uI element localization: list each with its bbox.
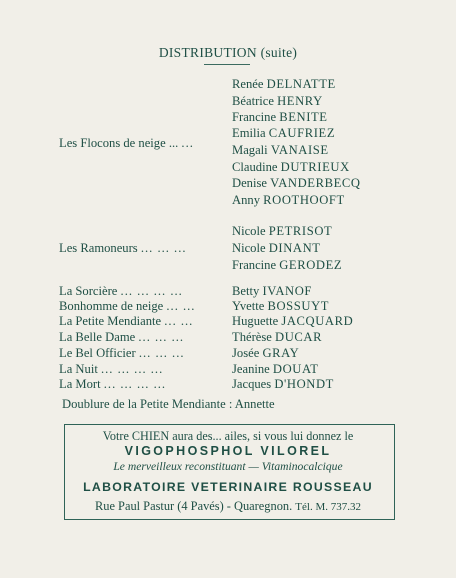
actor-line xyxy=(232,258,342,273)
ad-laboratory: LABORATOIRE VETERINAIRE ROUSSEAU xyxy=(83,480,373,494)
role-name: La Mort xyxy=(59,377,101,391)
actor-last: DINANT xyxy=(268,241,321,255)
actor-line xyxy=(232,224,332,239)
actor-line xyxy=(232,330,322,345)
actor-first: Denise xyxy=(232,176,267,190)
ad-tagline xyxy=(0,460,456,473)
actor-first: Emilia xyxy=(232,126,266,140)
actor-line xyxy=(232,314,353,329)
actor-first: Josée xyxy=(232,346,260,360)
role-dots: ... ... ... ... xyxy=(120,284,183,298)
actor-last: BOSSUYT xyxy=(267,299,330,313)
actor-first: Jeanine xyxy=(232,362,270,376)
actor-first: Francine xyxy=(232,258,277,272)
role-dots: ... ... ... xyxy=(138,346,185,360)
role-name: Les Ramoneurs xyxy=(59,241,138,255)
actor-last: GRAY xyxy=(262,346,300,360)
role-name: La Petite Mendiante xyxy=(59,314,162,328)
actor-line xyxy=(232,94,323,109)
actor-first: Jacques xyxy=(232,377,272,391)
ad-intro: Votre CHIEN aura des... ailes, si vous lui donnez le xyxy=(102,429,354,443)
role-line xyxy=(59,346,185,361)
role-line xyxy=(59,314,193,329)
role-dots: ... ... ... xyxy=(138,330,185,344)
role-name: Bonhomme de neige xyxy=(59,299,164,313)
actor-first: Magali xyxy=(232,143,268,157)
actor-last: DUCAR xyxy=(275,330,323,344)
role-dots: ... xyxy=(181,136,194,150)
role-name: Les Flocons de neige ... xyxy=(59,136,179,150)
ad-brand: VIGOPHOSPHOL VILOREL xyxy=(124,444,332,458)
ad-tagline-sep: — xyxy=(248,460,259,473)
actor-line xyxy=(232,77,336,92)
role-line xyxy=(59,284,183,299)
actor-line xyxy=(232,110,328,125)
actor-line xyxy=(232,176,361,191)
actor-last: GERODEZ xyxy=(279,258,343,272)
ad-address-line xyxy=(0,499,456,514)
role-ramoneurs xyxy=(59,241,187,256)
actor-last: DOUAT xyxy=(272,362,319,376)
ad-telephone: Tél. M. 737.32 xyxy=(295,501,361,513)
actor-line xyxy=(232,284,312,299)
role-dots: ... ... xyxy=(166,299,196,313)
role-flocons xyxy=(59,136,194,151)
actor-last: IVANOF xyxy=(262,284,313,298)
actor-first: Nicole xyxy=(232,224,266,238)
actor-line xyxy=(232,241,321,256)
role-line xyxy=(59,362,163,377)
actor-line xyxy=(232,126,335,141)
ad-tagline-left: Le merveilleux reconstituant xyxy=(113,460,246,473)
actor-first: Nicole xyxy=(232,241,266,255)
actor-line xyxy=(232,299,329,314)
role-dots: ... ... ... ... xyxy=(103,377,167,391)
actor-line xyxy=(232,143,329,158)
role-line xyxy=(59,330,184,345)
actor-first: Thérèse xyxy=(232,330,272,344)
actor-first: Anny xyxy=(232,193,260,207)
role-name: La Sorcière xyxy=(59,284,118,298)
actor-first: Béatrice xyxy=(232,94,274,108)
ad-address: Rue Paul Pastur (4 Pavés) - Quaregnon. xyxy=(95,499,293,513)
role-dots: ... ... xyxy=(164,314,194,328)
title-underline xyxy=(204,64,250,65)
role-dots: ... ... ... ... xyxy=(100,362,164,376)
actor-last: D'HONDT xyxy=(274,377,334,391)
role-line xyxy=(59,377,166,392)
actor-first: Renée xyxy=(232,77,264,91)
actor-last: ROOTHOOFT xyxy=(263,193,345,207)
actor-last: DUTRIEUX xyxy=(280,160,350,174)
role-name: Le Bel Officier xyxy=(59,346,136,360)
actor-first: Yvette xyxy=(232,299,265,313)
actor-last: VANAISE xyxy=(270,143,329,157)
actor-last: CAUFRIEZ xyxy=(268,126,336,140)
actor-last: DELNATTE xyxy=(266,77,336,91)
actor-line xyxy=(232,160,350,175)
actor-first: Huguette xyxy=(232,314,279,328)
actor-first: Francine xyxy=(232,110,277,124)
actor-line xyxy=(232,346,299,361)
role-dots: ... ... ... xyxy=(140,241,187,255)
actor-first: Claudine xyxy=(232,160,278,174)
role-name: La Nuit xyxy=(59,362,98,376)
ad-tagline-right: Vitaminocalcique xyxy=(261,460,343,473)
actor-last: VANDERBECQ xyxy=(270,176,361,190)
actor-last: JACQUARD xyxy=(281,314,354,328)
actor-last: BENITE xyxy=(279,110,328,124)
actor-last: PETRISOT xyxy=(268,224,333,238)
actor-first: Betty xyxy=(232,284,260,298)
actor-line xyxy=(232,377,334,392)
actor-line xyxy=(232,193,345,208)
actor-line xyxy=(232,362,319,377)
role-name: La Belle Dame xyxy=(59,330,136,344)
actor-last: HENRY xyxy=(277,94,323,108)
role-line xyxy=(59,299,195,314)
understudy-note: Doublure de la Petite Mendiante : Annette xyxy=(62,397,275,411)
page-title: DISTRIBUTION (suite) xyxy=(158,45,298,60)
